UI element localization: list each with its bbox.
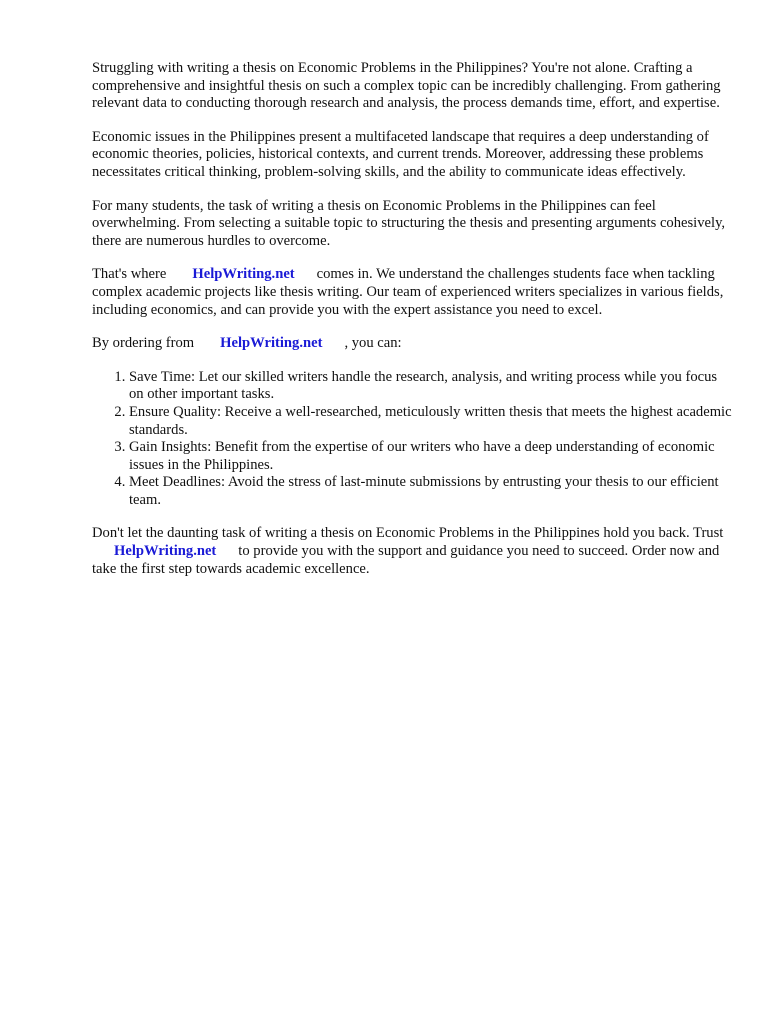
helpwriting-link-2[interactable]: HelpWriting.net (220, 335, 323, 352)
list-item: 4. Meet Deadlines: Avoid the stress of last-minute submissions by entrusting your thesis to our efficient team. (129, 474, 732, 509)
intro-paragraph: Struggling with writing a thesis on Economic Problems in the Philippines? You're not alone. Crafting a comprehensive and insightful thesis on such a complex topic can be incredibly challenging. From gathering relevant data to conducting thorough research and analysis, the process demands time, effort, and expertise. (92, 60, 721, 112)
closing-paragraph (92, 525, 732, 578)
service-text-before: That's where (92, 266, 167, 283)
ordering-paragraph (92, 335, 732, 353)
students-paragraph: For many students, the task of writing a thesis on Economic Problems in the Philippines can feel overwhelming. From selecting a suitable topic to structuring the thesis and presenting arguments cohesively, there are numerous hurdles to overcome. (92, 197, 726, 249)
document-page (92, 60, 732, 594)
helpwriting-link-1[interactable]: HelpWriting.net (192, 266, 295, 283)
closing-text-after: to provide you with the support and guidance you need to succeed. Order now and take the first step towards academic excellence. (92, 543, 720, 577)
service-paragraph (92, 266, 732, 319)
closing-text-before: Don't let the daunting task of writing a thesis on Economic Problems in the Philippines hold you back. Trust (92, 525, 724, 542)
list-item: 1. Save Time: Let our skilled writers handle the research, analysis, and writing process while you focus on other important tasks. (129, 369, 732, 404)
list-item: 2. Ensure Quality: Receive a well-researched, meticulously written thesis that meets the highest academic standards. (129, 404, 732, 439)
economic-issues-paragraph: Economic issues in the Philippines present a multifaceted landscape that requires a deep understanding of economic theories, policies, historical contexts, and current trends. Moreover, addressing these problems necessitates critical thinking, problem-solving skills, and the ability to communicate ideas effectively. (92, 128, 709, 180)
helpwriting-link-3[interactable]: HelpWriting.net (114, 543, 217, 560)
benefits-list (92, 369, 732, 510)
list-item: 3. Gain Insights: Benefit from the expertise of our writers who have a deep understanding of economic issues in the Philippines. (129, 439, 732, 474)
service-text-after: comes in. We understand the challenges students face when tackling complex academic projects like thesis writing. Our team of experienced writers specializes in various fields, including economics, and can provide you with the expert assistance you need to excel. (92, 266, 724, 318)
ordering-text-before: By ordering from (92, 335, 195, 352)
ordering-text-after: , you can: (344, 335, 402, 352)
